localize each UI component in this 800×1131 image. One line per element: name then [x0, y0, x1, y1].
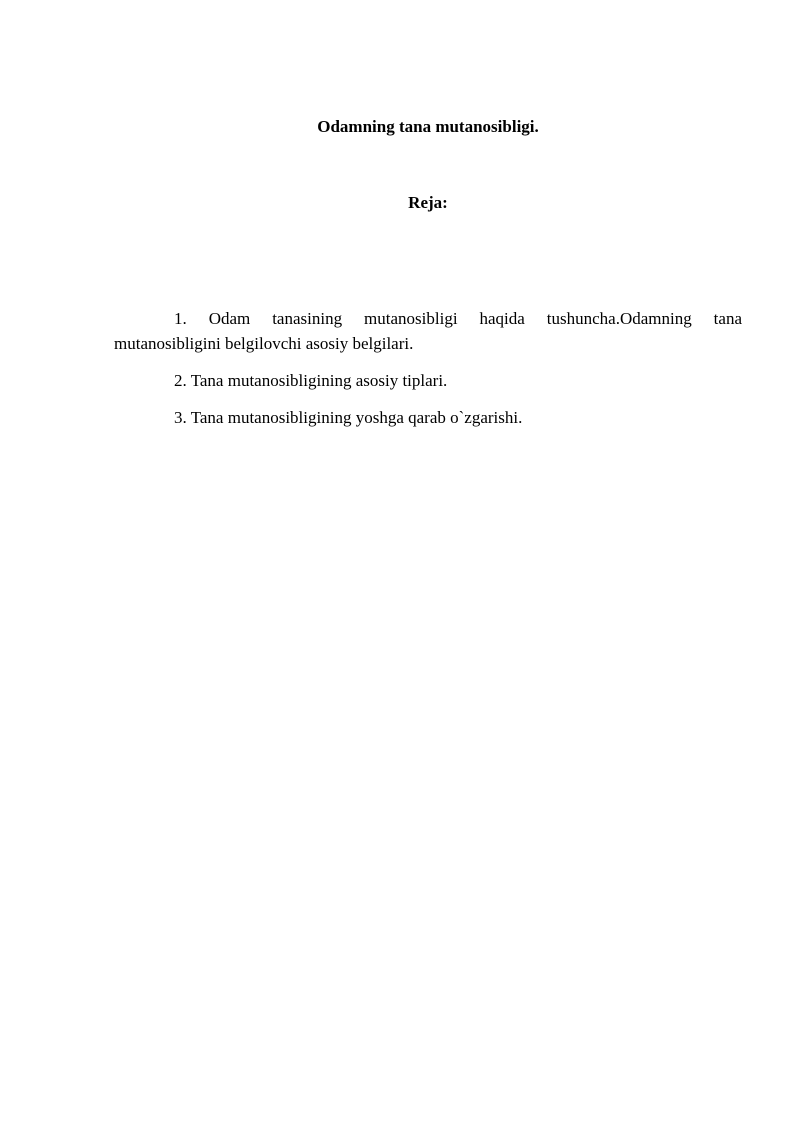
document-title: Odamning tana mutanosibligi. — [317, 117, 539, 136]
plan-item-1: 1. Odam tanasining mutanosibligi haqida tushuncha.Odamning tana mutanosibligini belgilovchi asosiy belgilari. — [114, 309, 742, 353]
plan-heading: Reja: — [408, 193, 448, 212]
plan-item-2: 2. Tana mutanosibligining asosiy tiplari. — [174, 371, 448, 390]
plan-item-3: 3. Tana mutanosibligining yoshga qarab o`zgarishi. — [174, 408, 523, 427]
plan-list — [114, 306, 742, 442]
